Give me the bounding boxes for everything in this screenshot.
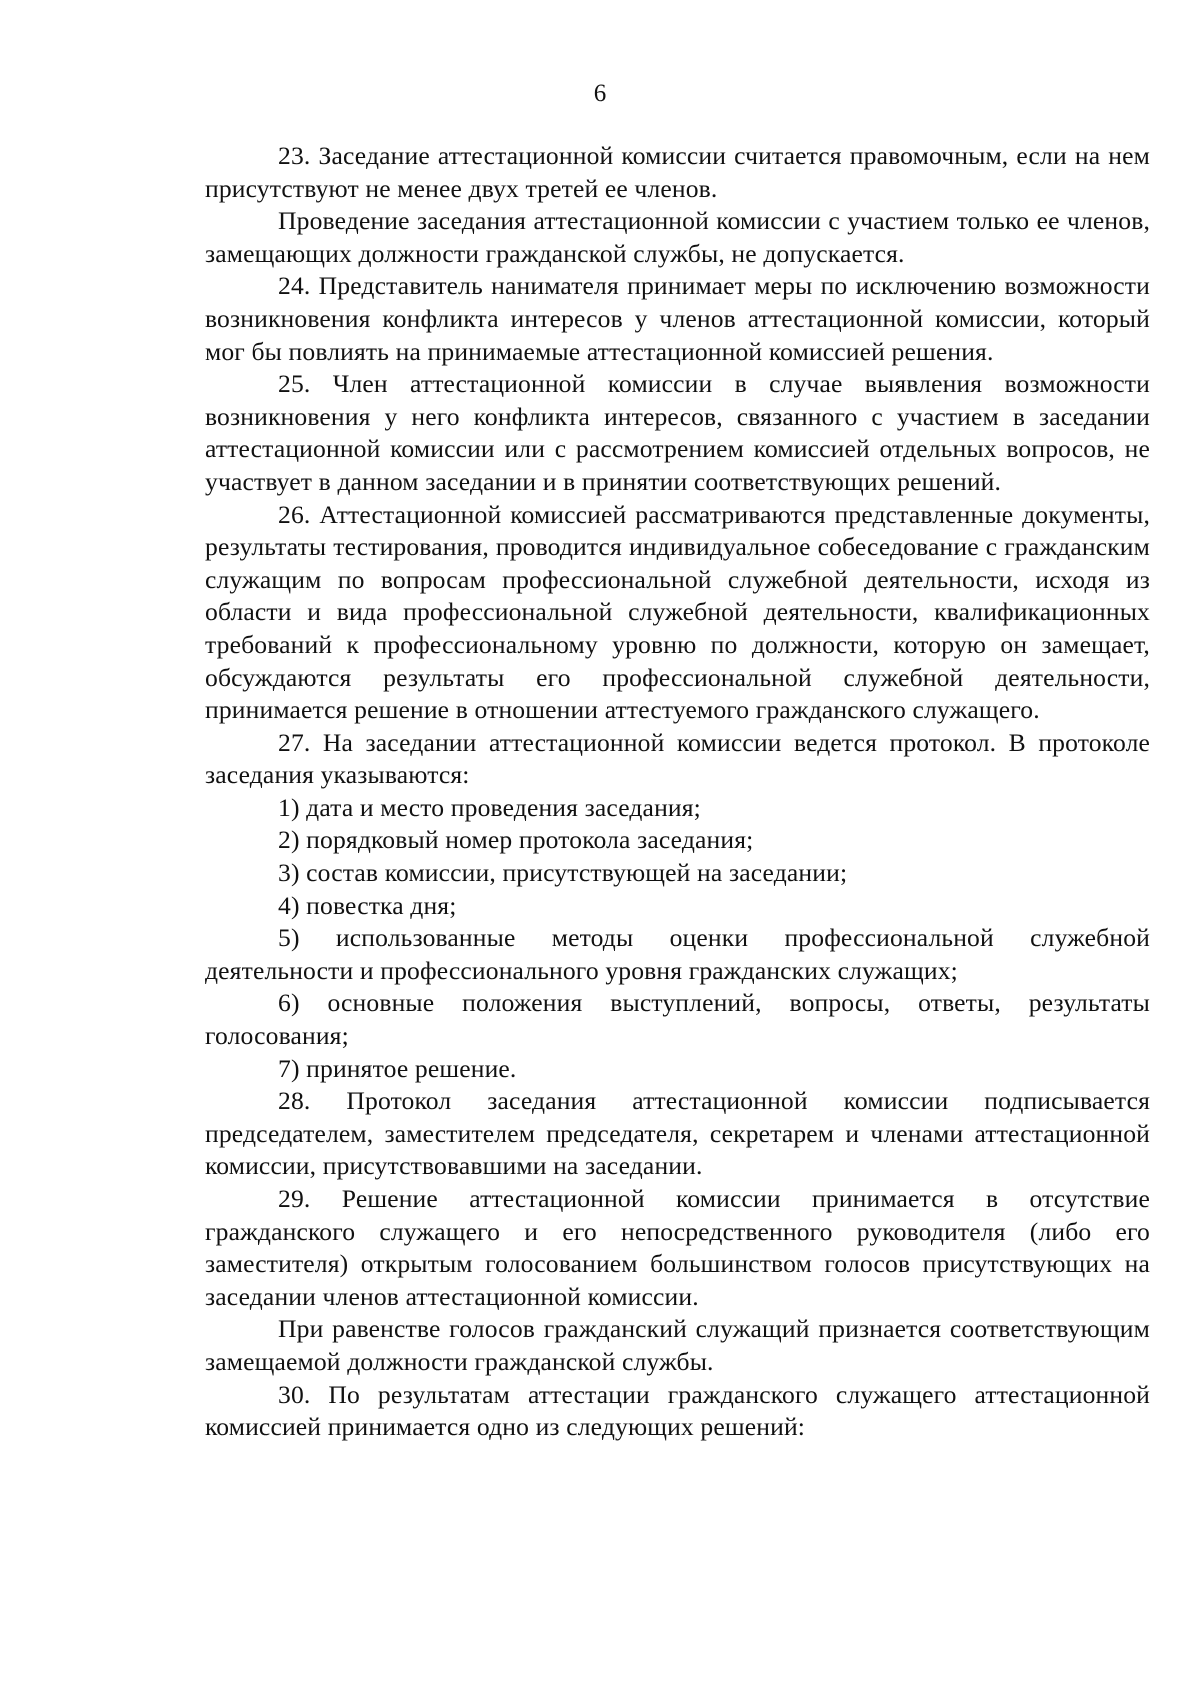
paragraph-29: 29. Решение аттестационной комиссии принимается в отсутствие гражданского служащего и его непосредственного руководителя (либо его заместителя) открытым голосованием большинством голосов присутствующих на заседании членов аттестационной комиссии.: [205, 1184, 1150, 1311]
paragraph-25: 25. Член аттестационной комиссии в случае выявления возможности возникновения у него конфликта интересов, связанного с участием в заседании аттестационной комиссии или с рассмотрением комиссией отдельных вопросов, не участвует в данном заседании и в принятии соответствующих решений.: [205, 369, 1150, 496]
paragraph-23-note: Проведение заседания аттестационной комиссии с участием только ее членов, замещающих должности гражданской службы, не допускается.: [205, 206, 1150, 268]
list-item-4: 4) повестка дня;: [278, 890, 457, 920]
paragraph-26: 26. Аттестационной комиссией рассматриваются представленные документы, результаты тестирования, проводится индивидуальное собеседование с гражданским служащим по вопросам профессиональной служебной деятельности, исходя из области и вида профессиональной служебной деятельности, квалификационных требований к профессиональному уровню по должности, которую он замещает, обсуждаются результаты его профессиональной служебной деятельности, принимается решение в отношении аттестуемого гражданского служащего.: [205, 499, 1150, 725]
list-item-5: 5) использованные методы оценки профессиональной служебной деятельности и профессионального уровня гражданских служащих;: [205, 923, 1150, 985]
list-item-2: 2) порядковый номер протокола заседания;: [278, 825, 754, 855]
paragraph-30: 30. По результатам аттестации гражданского служащего аттестационной комиссией принимается одно из следующих решений:: [205, 1379, 1150, 1442]
paragraph-29-note: При равенстве голосов гражданский служащий признается соответствующим замещаемой должности гражданской службы.: [205, 1314, 1150, 1376]
list-item-7: 7) принятое решение.: [278, 1053, 517, 1083]
paragraph-28: 28. Протокол заседания аттестационной комиссии подписывается председателем, заместителем председателя, секретарем и членами аттестационной комиссии, присутствовавшими на заседании.: [205, 1086, 1150, 1181]
paragraph-24: 24. Представитель нанимателя принимает меры по исключению возможности возникновения конфликта интересов у членов аттестационной комиссии, который мог бы повлиять на принимаемые аттестационной комиссией решения.: [205, 271, 1150, 366]
list-item-1: 1) дата и место проведения заседания;: [278, 792, 701, 822]
list-item-6: 6) основные положения выступлений, вопросы, ответы, результаты голосования;: [205, 988, 1150, 1051]
list-item-3: 3) состав комиссии, присутствующей на заседании;: [278, 858, 848, 888]
paragraph-23: 23. Заседание аттестационной комиссии считается правомочным, если на нем присутствуют не менее двух третей ее членов.: [205, 141, 1150, 203]
paragraph-27: 27. На заседании аттестационной комиссии ведется протокол. В протоколе заседания указываются:: [205, 727, 1150, 790]
document-body: [205, 140, 1150, 1444]
page-number: 6: [593, 80, 607, 107]
